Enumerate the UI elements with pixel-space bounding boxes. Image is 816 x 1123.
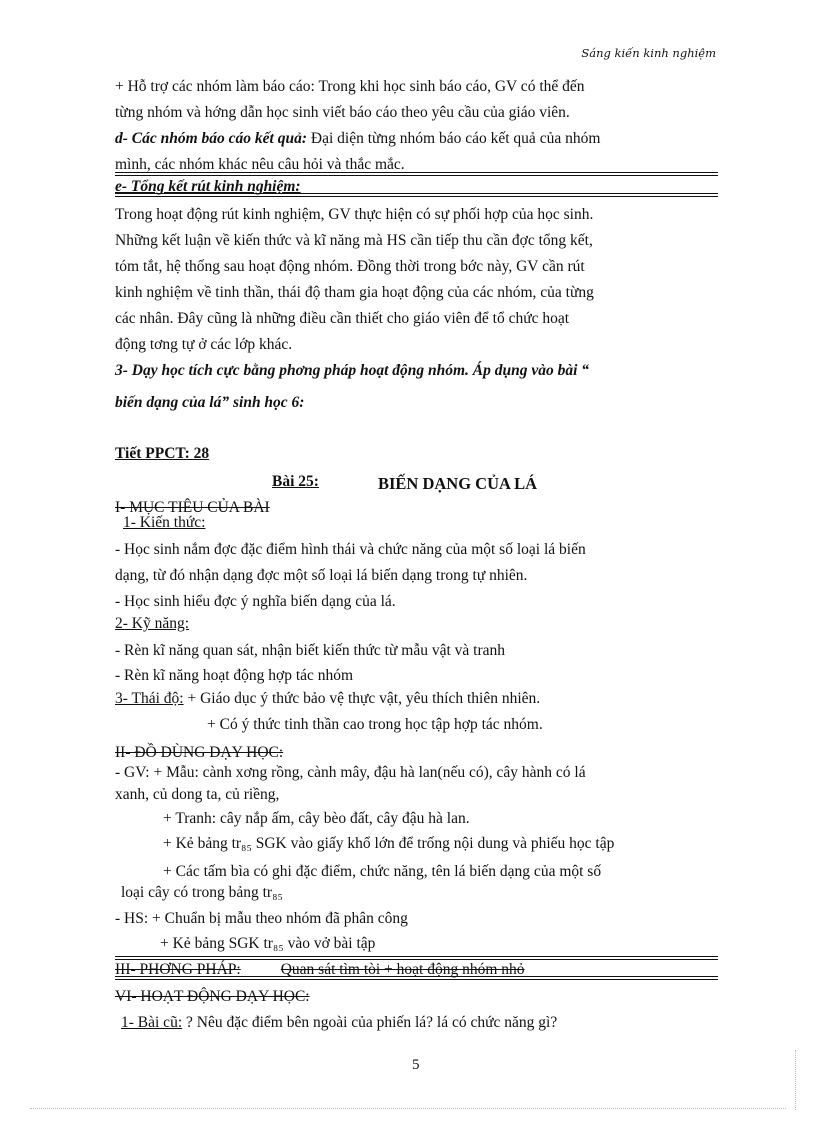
d-text: Đại diện từng nhóm báo cáo kết quả của nhóm bbox=[307, 130, 601, 147]
text-line: Những kết luận về kiến thức và kĩ năng mà HS cần tiếp thu cần đợc tổng kết, bbox=[115, 232, 593, 249]
materials-gv-line6: loại cây có trong bảng tr₈₅ bbox=[121, 884, 283, 901]
materials-gv-line1: - GV: + Mẫu: cành xơng rồng, cành mây, đậu hà lan(nếu có), cây hành có lá bbox=[115, 764, 586, 781]
skills-list bbox=[115, 638, 718, 688]
text-line: Trong hoạt động rút kinh nghiệm, GV thực hiện có sự phối hợp của học sinh. bbox=[115, 206, 594, 223]
rule-e bbox=[115, 193, 718, 194]
text-line: + Hỗ trợ các nhóm làm báo cáo: Trong khi học sinh báo cáo, GV có thể đến bbox=[115, 78, 585, 95]
rule-top-double bbox=[115, 175, 718, 176]
page-number: 5 bbox=[412, 1057, 420, 1073]
text-line: các nhân. Đây cũng là những điều cần thiết cho giáo viên để tổ chức hoạt bbox=[115, 310, 570, 327]
section-e-heading: e- Tổng kết rút kinh nghiệm: bbox=[115, 178, 301, 195]
methods-heading: III- PHƠNG PHÁP: bbox=[115, 961, 241, 978]
lesson-title: BIẾN DẠNG CỦA LÁ bbox=[378, 474, 538, 493]
attitude-heading: 3- Thái độ: bbox=[115, 690, 184, 707]
rule-top bbox=[115, 172, 718, 173]
methods-text: Quan sát tìm tòi + hoạt động nhóm nhỏ bbox=[280, 961, 525, 978]
text-line: từng nhóm và hớng dẫn học sinh viết báo cáo theo yêu cầu của giáo viên. bbox=[115, 104, 570, 121]
text-line: mình, các nhóm khác nêu câu hỏi và thắc mắc. bbox=[115, 156, 405, 173]
knowledge-heading-text: 1- Kiến thức: bbox=[123, 514, 206, 531]
old-lesson-label: 1- Bài cũ: bbox=[121, 1014, 183, 1031]
page-border-dots-vertical bbox=[795, 1050, 796, 1110]
rule-methods-bottom bbox=[115, 976, 718, 977]
d-label: d- Các nhóm báo cáo kết quả: bbox=[115, 130, 308, 147]
text-line: kinh nghiệm về tinh thần, thái độ tham gia hoạt động của các nhóm, của từng bbox=[115, 284, 594, 301]
materials-gv-line2: xanh, củ dong ta, củ riềng, bbox=[115, 786, 280, 803]
running-header: Sáng kiến kinh nghiệm bbox=[581, 46, 716, 60]
text-line: - Rèn kĩ năng quan sát, nhận biết kiến thức từ mẫu vật và tranh bbox=[115, 642, 505, 659]
text-line bbox=[115, 126, 718, 152]
text-line: - Rèn kĩ năng hoạt động hợp tác nhóm bbox=[115, 667, 354, 684]
rule-methods-bottom-double bbox=[115, 979, 718, 980]
old-lesson-text: ? Nêu đặc điểm bên ngoài của phiến lá? lá có chức năng gì? bbox=[182, 1014, 558, 1031]
skills-heading: 2- Kỹ năng: bbox=[115, 615, 190, 632]
materials-gv-line5: + Các tấm bìa có ghi đặc điểm, chức năng, tên lá biến dạng của một số bbox=[163, 863, 602, 880]
attitude-line bbox=[115, 690, 540, 708]
text-line: tóm tắt, hệ thống sau hoạt động nhóm. Đồng thời trong bớc này, GV cần rút bbox=[115, 258, 585, 275]
section-3-heading-line2: biến dạng của lá” sinh học 6: bbox=[115, 394, 305, 411]
materials-hs-line1: - HS: + Chuẩn bị mẫu theo nhóm đã phân công bbox=[115, 910, 408, 927]
materials-gv-line3: + Tranh: cây nắp ấm, cây bèo đất, cây đậu hà lan. bbox=[163, 810, 470, 827]
section-3-heading-line1: 3- Dạy học tích cực bằng phơng pháp hoạt động nhóm. Áp dụng vào bài “ bbox=[115, 362, 590, 379]
rule-methods-top-double bbox=[115, 959, 718, 960]
section-e-paragraph bbox=[115, 202, 718, 358]
page-border-dots bbox=[30, 1108, 786, 1109]
text-line: dạng, từ đó nhận dạng đợc một số loại lá biến dạng trong tự nhiên. bbox=[115, 567, 528, 584]
attitude-line-2: + Có ý thức tinh thần cao trong học tập hợp tác nhóm. bbox=[207, 716, 543, 733]
rule-methods-top bbox=[115, 956, 718, 957]
materials-heading: II- ĐỒ DÙNG DẠY HỌC: bbox=[115, 744, 284, 761]
lesson-number: Bài 25: bbox=[272, 473, 319, 490]
old-lesson-line bbox=[121, 1014, 557, 1032]
knowledge-heading bbox=[123, 514, 205, 532]
support-paragraph bbox=[115, 74, 718, 178]
objectives-heading: I- MỤC TIÊU CỦA BÀI bbox=[115, 499, 270, 516]
text-line: động tơng tự ở các lớp khác. bbox=[115, 336, 293, 353]
period-label: Tiết PPCT: 28 bbox=[115, 445, 210, 462]
attitude-text: + Giáo dục ý thức bảo vệ thực vật, yêu thích thiên nhiên. bbox=[183, 690, 541, 707]
materials-gv-line4: + Kẻ bảng tr₈₅ SGK vào giấy khổ lớn để trống nội dung và phiếu học tập bbox=[163, 835, 615, 852]
activities-heading: VI- HOẠT ĐỘNG DẠY HỌC: bbox=[115, 988, 310, 1005]
text-line: - Học sinh nắm đợc đặc điểm hình thái và chức năng của một số loại lá biến bbox=[115, 541, 586, 558]
knowledge-list bbox=[115, 537, 718, 615]
materials-hs-line2: + Kẻ bảng SGK tr₈₅ vào vở bài tập bbox=[160, 935, 376, 952]
text-line: - Học sinh hiểu đợc ý nghĩa biến dạng của lá. bbox=[115, 593, 396, 610]
rule-e-double bbox=[115, 196, 718, 197]
